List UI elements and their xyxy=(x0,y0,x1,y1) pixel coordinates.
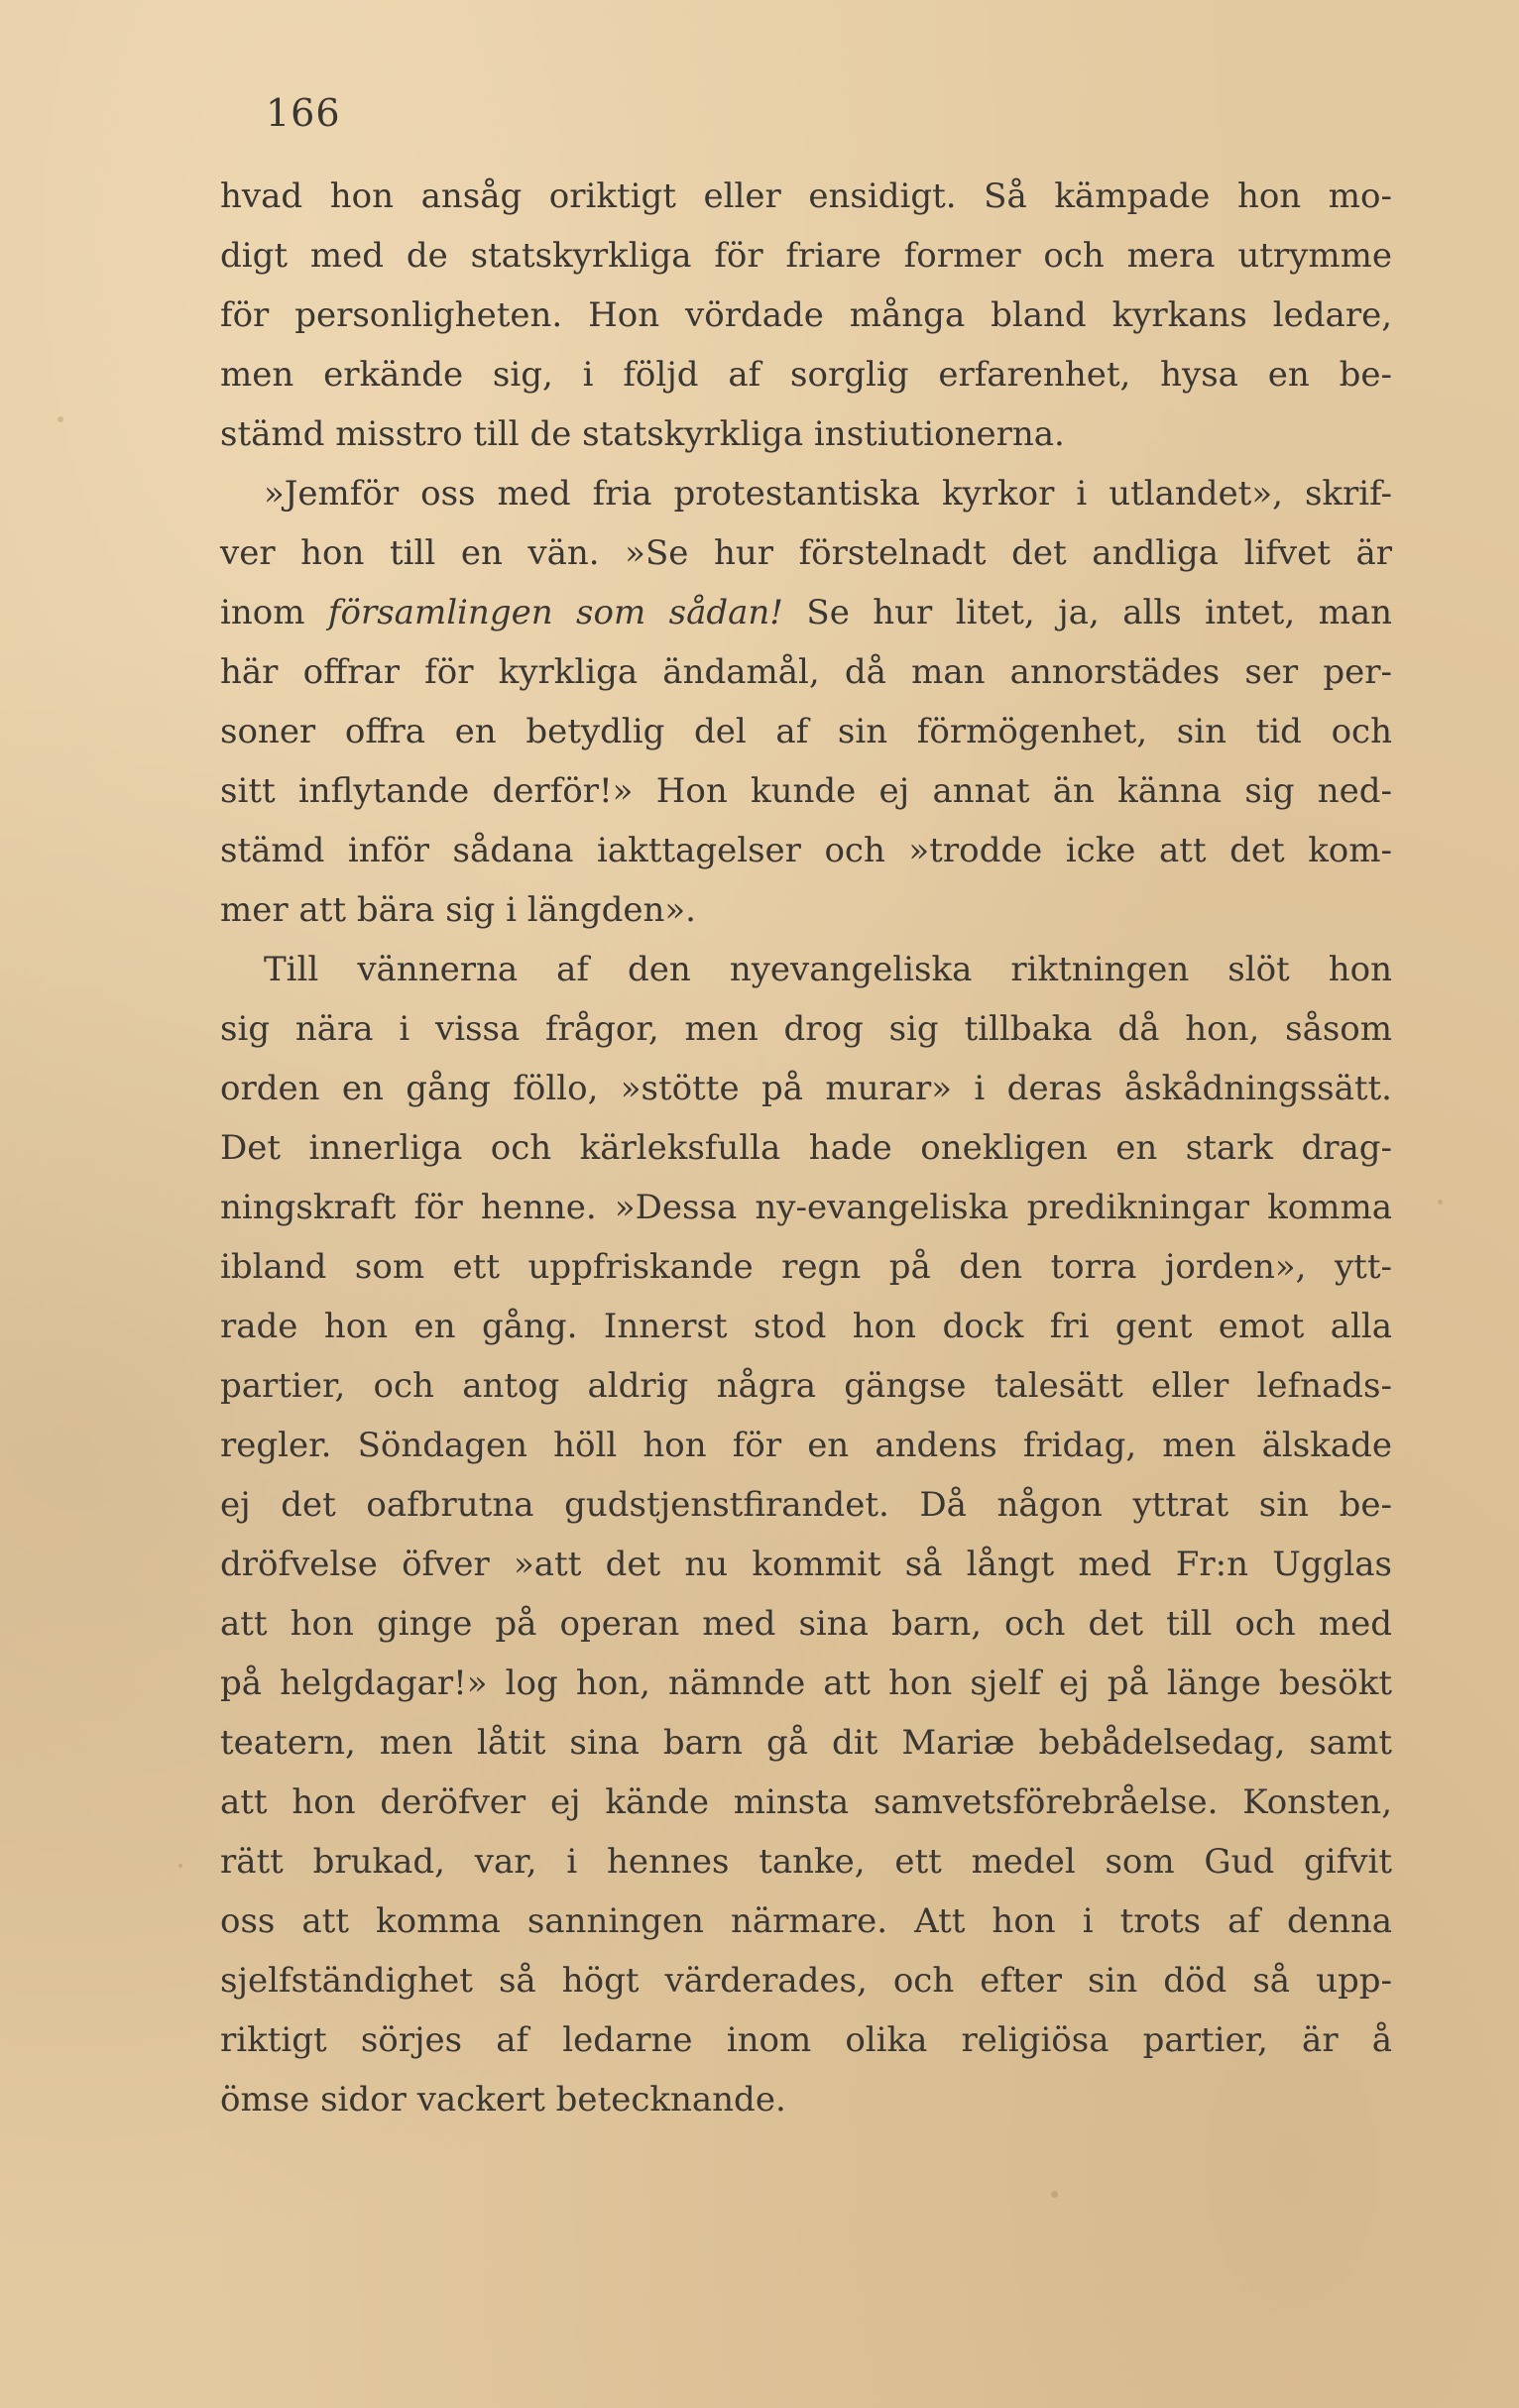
paper-speck xyxy=(178,1864,182,1868)
text-line: mer att bära sig i längden». xyxy=(220,890,696,930)
italic-text: församlingen som sådan! xyxy=(327,593,783,632)
text-span: inom xyxy=(220,593,328,632)
text-line: att hon ginge på operan med sina barn, och det till och med xyxy=(220,1604,1392,1644)
text-line: soner offra en betydlig del af sin förmögenhet, sin tid och xyxy=(220,712,1392,751)
text-line: för personligheten. Hon vördade många bland kyrkans ledare, xyxy=(220,295,1392,335)
text-line: oss att komma sanningen närmare. Att hon i trots af denna xyxy=(220,1901,1392,1941)
text-line: rade hon en gång. Innerst stod hon dock fri gent emot alla xyxy=(220,1307,1392,1346)
text-line: »Jemför oss med fria protestantiska kyrkor i utlandet», skrif- xyxy=(264,474,1392,514)
paper-speck xyxy=(1051,2191,1058,2198)
text-line: Det innerliga och kärleksfulla hade onekligen en stark drag- xyxy=(220,1128,1392,1168)
text-line: partier, och antog aldrig några gängse talesätt eller lefnads- xyxy=(220,1366,1392,1406)
text-line: regler. Söndagen höll hon för en andens fridag, men älskade xyxy=(220,1426,1392,1465)
body-text xyxy=(220,167,1392,2129)
text-line: sig nära i vissa frågor, men drog sig tillbaka då hon, såsom xyxy=(220,1009,1392,1049)
text-span: Se hur litet, ja, alls intet, man xyxy=(782,593,1392,632)
text-line: ömse sidor vackert betecknande. xyxy=(220,2080,786,2120)
paper-speck xyxy=(1438,1200,1443,1204)
text-line: hvad hon ansåg oriktigt eller ensidigt. Så kämpade hon mo- xyxy=(220,176,1392,216)
text-line: sjelfständighet så högt värderades, och efter sin död så upp- xyxy=(220,1961,1392,2001)
text-line: Till vännerna af den nyevangeliska riktningen slöt hon xyxy=(264,950,1392,989)
text-line xyxy=(220,583,1392,642)
text-line: teatern, men låtit sina barn gå dit Mariæ bebådelsedag, samt xyxy=(220,1723,1392,1763)
text-line: ningskraft för henne. »Dessa ny-evangeliska predikningar komma xyxy=(220,1188,1392,1227)
text-line: stämd inför sådana iakttagelser och »trodde icke att det kom- xyxy=(220,831,1392,870)
text-line: sitt inflytande derför!» Hon kunde ej annat än känna sig ned- xyxy=(220,771,1392,811)
text-line: rätt brukad, var, i hennes tanke, ett medel som Gud gifvit xyxy=(220,1842,1392,1882)
text-line: dröfvelse öfver »att det nu kommit så långt med Fr:n Ugglas xyxy=(220,1545,1392,1584)
text-line: här offrar för kyrkliga ändamål, då man annorstädes ser per- xyxy=(220,652,1392,692)
text-line: på helgdagar!» log hon, nämnde att hon sjelf ej på länge besökt xyxy=(220,1663,1392,1703)
text-line: riktigt sörjes af ledarne inom olika religiösa partier, är å xyxy=(220,2020,1392,2060)
text-line: digt med de statskyrkliga för friare former och mera utrymme xyxy=(220,236,1392,276)
paper-speck xyxy=(58,416,63,422)
text-line: stämd misstro till de statskyrkliga instiutionerna. xyxy=(220,414,1065,454)
text-line: orden en gång föllo, »stötte på murar» i deras åskådningssätt. xyxy=(220,1069,1392,1108)
text-line: men erkände sig, i följd af sorglig erfarenhet, hysa en be- xyxy=(220,355,1392,395)
text-line: ver hon till en vän. »Se hur förstelnadt det andliga lifvet är xyxy=(220,533,1392,573)
text-line: ibland som ett uppfriskande regn på den torra jorden», ytt- xyxy=(220,1247,1392,1287)
text-line: ej det oafbrutna gudstjenstfirandet. Då någon yttrat sin be- xyxy=(220,1485,1392,1525)
text-line: att hon deröfver ej kände minsta samvetsförebråelse. Konsten, xyxy=(220,1782,1392,1822)
page-number: 166 xyxy=(266,91,341,135)
